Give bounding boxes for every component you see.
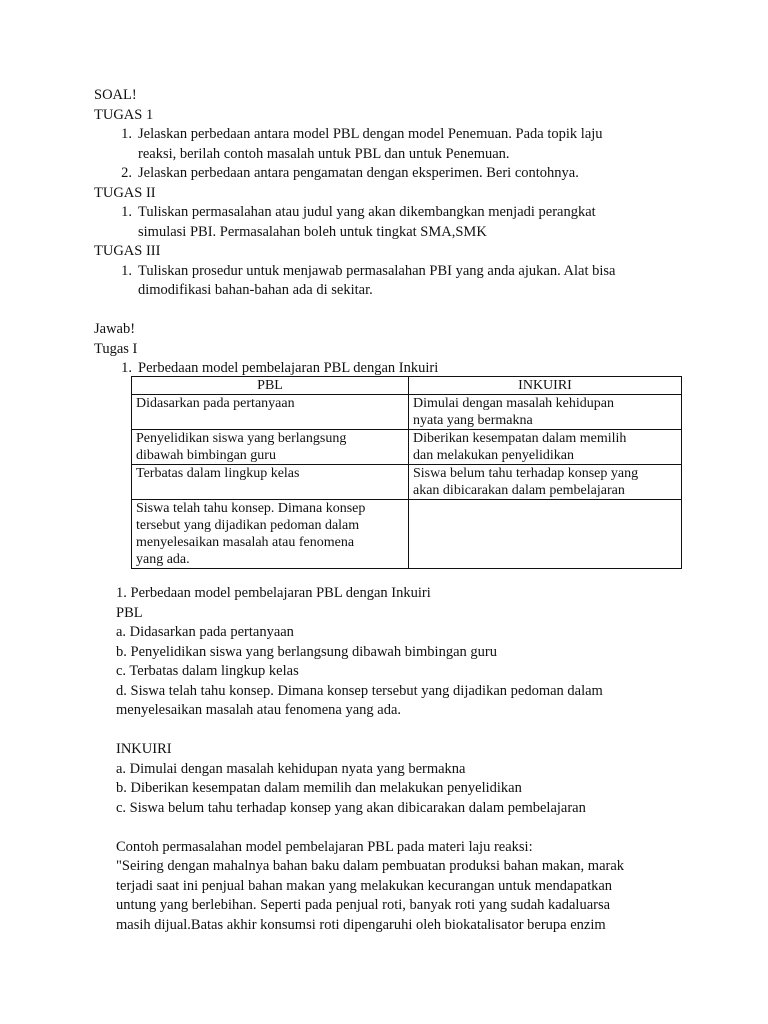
table-cell (409, 465, 682, 500)
list-number: 1. (121, 126, 132, 142)
jawab-tugas-title: Tugas I (94, 340, 138, 357)
soal-section (94, 86, 694, 379)
comparison-table (131, 376, 682, 569)
list-item: c. Terbatas dalam lingkup kelas (116, 663, 299, 679)
cell-line: Siswa belum tahu terhadap konsep yang (413, 466, 639, 481)
table-cell (409, 395, 682, 430)
cell-line: Diberikan kesempatan dalam memilih (413, 431, 627, 446)
tugas2-title: TUGAS II (94, 184, 156, 201)
list-text: Tuliskan prosedur untuk menjawab permasalahan PBI yang anda ajukan. Alat bisa (138, 262, 616, 279)
inkuiri-label: INKUIRI (116, 741, 172, 757)
table-cell (132, 465, 409, 500)
answer-list-section (116, 584, 706, 935)
contoh-title: Contoh permasalahan model pembelajaran PBL pada materi laju reaksi: (116, 838, 533, 855)
table-row (132, 430, 682, 465)
list-item: b. Penyelidikan siswa yang berlangsung dibawah bimbingan guru (116, 643, 497, 660)
table-cell-empty (409, 500, 682, 569)
list-number: 2. (121, 165, 132, 181)
cell-line: Didasarkan pada pertanyaan (136, 396, 295, 411)
tugas3-item-1 (94, 262, 694, 301)
list-text: Perbedaan model pembelajaran PBL dengan Inkuiri (138, 360, 439, 376)
cell-line: yang ada. (136, 552, 190, 567)
list-item: a. Didasarkan pada pertanyaan (116, 624, 294, 640)
list-item: a. Dimulai dengan masalah kehidupan nyata yang bermakna (116, 760, 466, 777)
cell-line: Penyelidikan siswa yang berlangsung (136, 431, 347, 446)
cell-line: Dimulai dengan masalah kehidupan (413, 396, 614, 411)
list-section-title: 1. Perbedaan model pembelajaran PBL dengan Inkuiri (116, 585, 431, 601)
soal-heading: SOAL! (94, 87, 137, 103)
list-text: Jelaskan perbedaan antara model PBL dengan model Penemuan. Pada topik laju (138, 126, 603, 142)
list-number: 1. (121, 262, 132, 279)
tugas1-title: TUGAS 1 (94, 106, 154, 123)
tugas1-item-1 (94, 125, 694, 164)
list-text: reaksi, berilah contoh masalah untuk PBL dan untuk Penemuan. (138, 145, 510, 162)
table-cell (132, 430, 409, 465)
paragraph-line: terjadi saat ini penjual bahan makan yang melakukan kecurangan untuk mendapatkan (116, 877, 613, 894)
tugas2-item-1 (94, 203, 694, 242)
cell-line: Terbatas dalam lingkup kelas (136, 466, 300, 481)
list-text: Jelaskan perbedaan antara pengamatan dengan eksperimen. Beri contohnya. (138, 165, 579, 181)
paragraph-line: masih dijual.Batas akhir konsumsi roti dipengaruhi oleh biokatalisator berupa enzim (116, 916, 606, 933)
table-row (132, 500, 682, 569)
list-number: 1. (121, 204, 132, 220)
cell-line: Siswa telah tahu konsep. Dimana konsep (136, 501, 366, 516)
column-header-pbl: PBL (132, 377, 409, 395)
cell-line: tersebut yang dijadikan pedoman dalam (136, 518, 360, 533)
list-text: Tuliskan permasalahan atau judul yang akan dikembangkan menjadi perangkat (138, 204, 596, 220)
table-cell (409, 430, 682, 465)
table-row (132, 395, 682, 430)
cell-line: akan dibicarakan dalam pembelajaran (413, 483, 625, 498)
list-text: simulasi PBI. Permasalahan boleh untuk tingkat SMA,SMK (138, 223, 487, 240)
cell-line: dibawah bimbingan guru (136, 448, 276, 463)
cell-line: nyata yang bermakna (413, 413, 533, 428)
tugas3-title: TUGAS III (94, 243, 161, 259)
table-cell (132, 500, 409, 569)
tugas1-item-2 (94, 164, 694, 184)
table-header-row (132, 377, 682, 395)
table-cell (132, 395, 409, 430)
paragraph-line: "Seiring dengan mahalnya bahan baku dalam pembuatan produksi bahan makan, marak (116, 858, 625, 874)
cell-line: menyelesaikan masalah atau fenomena (136, 535, 355, 550)
list-text: dimodifikasi bahan-bahan ada di sekitar. (138, 282, 373, 298)
column-header-inkuiri: INKUIRI (409, 377, 682, 395)
paragraph-line: untung yang berlebihan. Seperti pada penjual roti, banyak roti yang sudah kadaluarsa (116, 897, 611, 913)
cell-line: dan melakukan penyelidikan (413, 448, 574, 463)
list-item: b. Diberikan kesempatan dalam memilih dan melakukan penyelidikan (116, 780, 522, 796)
list-item: c. Siswa belum tahu terhadap konsep yang akan dibicarakan dalam pembelajaran (116, 799, 586, 816)
list-number: 1. (121, 360, 132, 376)
jawab-heading: Jawab! (94, 321, 136, 337)
pbl-label: PBL (116, 604, 143, 621)
list-item: menyelesaikan masalah atau fenomena yang ada. (116, 702, 402, 718)
table-row (132, 465, 682, 500)
list-item: d. Siswa telah tahu konsep. Dimana konsep tersebut yang dijadikan pedoman dalam (116, 682, 603, 699)
